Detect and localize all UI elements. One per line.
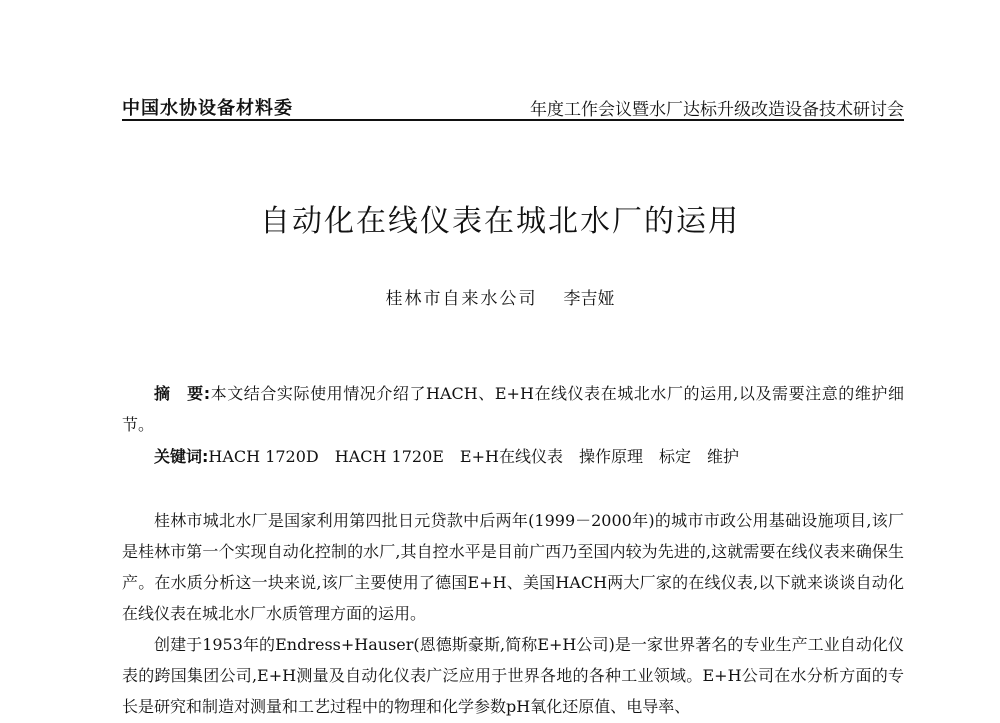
header-rule <box>122 119 904 121</box>
abstract-text: 本文结合实际使用情况介绍了HACH、E+H在线仪表在城北水厂的运用,以及需要注意的维护细节。 <box>122 384 904 434</box>
running-header <box>122 92 904 122</box>
abstract <box>122 378 904 440</box>
byline <box>0 284 1000 309</box>
body-paragraph-1: 桂林市城北水厂是国家利用第四批日元贷款中后两年(1999－2000年)的城市市政公用基础设施项目,该厂是桂林市第一个实现自动化控制的水厂,其自控水平是目前广西乃至国内较为先进的,这就需要在线仪表来确保生产。在水质分析这一块来说,该厂主要使用了德国E+H、美国HACH两大厂家的在线仪表,以下就来谈谈自动化在线仪表在城北水厂水质管理方面的运用。 <box>122 511 904 623</box>
author-organization: 桂林市自来水公司 <box>385 289 538 309</box>
abstract-label: 摘 要: <box>154 384 211 403</box>
keywords-text: HACH 1720D HACH 1720E E+H在线仪表 操作原理 标定 维护 <box>208 447 739 466</box>
body-paragraph-2: 创建于1953年的Endress+Hauser(恩德斯豪斯,简称E+H公司)是一家世界著名的专业生产工业自动化仪表的跨国集团公司,E+H测量及自动化仪表广泛应用于世界各地的各种工业领域。E+H公司在水分析方面的专长是研究和制造对测量和工艺过程中的物理和化学参数pH氧化还原值、电导率、 <box>122 635 904 716</box>
author-name: 李吉娅 <box>563 289 615 309</box>
keywords-label: 关键词: <box>154 447 209 466</box>
header-committee: 中国水协设备材料委 <box>122 98 293 119</box>
article-title: 自动化在线仪表在城北水厂的运用 <box>260 204 740 239</box>
keywords <box>122 441 904 472</box>
header-conference: 年度工作会议暨水厂达标升级改造设备技术研讨会 <box>530 100 904 120</box>
